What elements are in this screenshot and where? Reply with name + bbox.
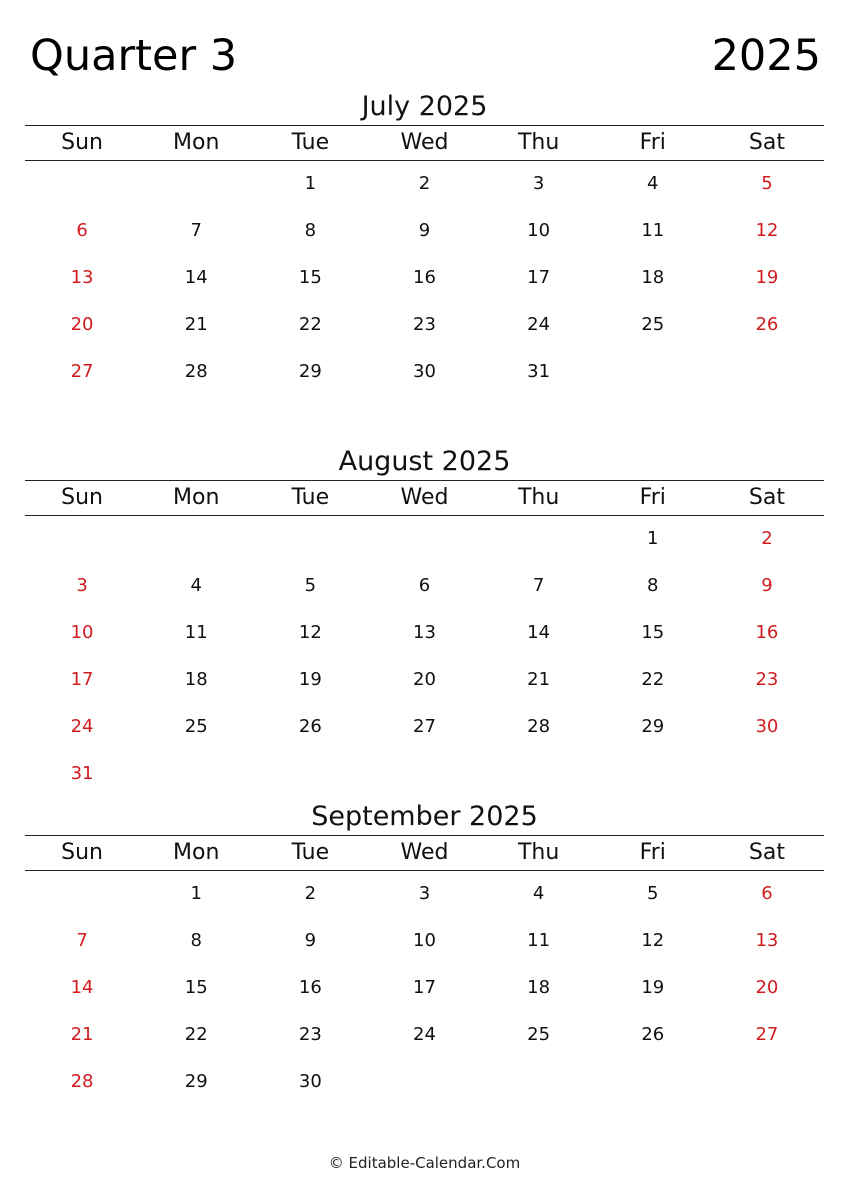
day-cell: 8 bbox=[304, 220, 317, 241]
day-cell: 13 bbox=[755, 930, 779, 951]
weekday-label: Thu bbox=[517, 840, 560, 865]
day-cell: 26 bbox=[641, 1024, 665, 1045]
day-cell: 19 bbox=[641, 977, 665, 998]
day-cell: 9 bbox=[761, 575, 773, 596]
day-cell: 3 bbox=[418, 883, 431, 904]
day-cell: 27 bbox=[413, 716, 436, 737]
day-cell: 24 bbox=[527, 314, 551, 335]
day-cell bbox=[367, 515, 481, 562]
day-cell: 27 bbox=[755, 1024, 779, 1045]
day-cell: 24 bbox=[413, 1024, 436, 1045]
day-cell: 11 bbox=[527, 930, 551, 951]
weekday-label: Sun bbox=[61, 130, 103, 155]
week-row bbox=[25, 515, 824, 562]
month-title: August 2025 bbox=[338, 446, 511, 477]
day-cell bbox=[710, 750, 824, 797]
day-cell: 29 bbox=[184, 1071, 208, 1092]
weekday-header-row bbox=[25, 125, 824, 161]
footer-credit: © Editable-Calendar.Com bbox=[328, 1154, 521, 1172]
year-title: 2025 bbox=[711, 31, 821, 81]
day-cell bbox=[25, 515, 139, 562]
weekday-label: Wed bbox=[400, 485, 449, 510]
day-cell: 17 bbox=[413, 977, 436, 998]
day-cell bbox=[25, 160, 139, 207]
day-cell bbox=[253, 515, 367, 562]
day-cell bbox=[710, 1058, 824, 1105]
day-cell: 19 bbox=[298, 669, 322, 690]
day-cell: 16 bbox=[413, 267, 436, 288]
day-cell: 29 bbox=[641, 716, 665, 737]
day-cell: 9 bbox=[304, 930, 317, 951]
week-row bbox=[25, 964, 824, 1011]
day-cell: 4 bbox=[647, 173, 659, 194]
day-cell bbox=[139, 515, 253, 562]
weekday-label: Sun bbox=[61, 485, 103, 510]
day-cell: 4 bbox=[190, 575, 202, 596]
day-cell: 18 bbox=[184, 669, 208, 690]
day-cell bbox=[367, 750, 481, 797]
day-cell: 4 bbox=[532, 883, 545, 904]
week-row bbox=[25, 1058, 824, 1105]
week-row bbox=[25, 750, 824, 797]
weekday-label: Mon bbox=[173, 485, 220, 510]
day-cell bbox=[253, 750, 367, 797]
day-cell: 23 bbox=[413, 314, 436, 335]
day-cell: 6 bbox=[761, 883, 773, 904]
day-cell: 2 bbox=[761, 528, 773, 549]
weekday-label: Thu bbox=[517, 485, 560, 510]
day-cell: 16 bbox=[755, 622, 779, 643]
week-row bbox=[25, 703, 824, 750]
weekday-label: Sun bbox=[61, 840, 103, 865]
day-cell: 30 bbox=[298, 1071, 322, 1092]
day-cell: 10 bbox=[527, 220, 551, 241]
day-cell: 15 bbox=[641, 622, 665, 643]
weekday-label: Mon bbox=[173, 130, 220, 155]
day-cell bbox=[596, 1058, 710, 1105]
weekday-label: Tue bbox=[291, 130, 330, 155]
day-cell: 2 bbox=[304, 883, 317, 904]
day-cell: 28 bbox=[527, 716, 551, 737]
weekday-label: Fri bbox=[639, 485, 666, 510]
day-cell: 26 bbox=[755, 314, 779, 335]
day-cell: 1 bbox=[304, 173, 317, 194]
week-row bbox=[25, 609, 824, 656]
weekday-label: Thu bbox=[517, 130, 560, 155]
day-cell bbox=[367, 1058, 481, 1105]
day-cell: 26 bbox=[298, 716, 322, 737]
day-cell: 31 bbox=[527, 361, 551, 382]
day-cell: 12 bbox=[298, 622, 322, 643]
day-cell: 9 bbox=[418, 220, 431, 241]
day-cell bbox=[596, 750, 710, 797]
day-cell: 27 bbox=[70, 361, 94, 382]
day-cell: 24 bbox=[70, 716, 94, 737]
weekday-label: Tue bbox=[291, 840, 330, 865]
day-cell: 16 bbox=[298, 977, 322, 998]
day-cell: 17 bbox=[70, 669, 94, 690]
day-cell: 8 bbox=[190, 930, 202, 951]
day-cell: 14 bbox=[70, 977, 94, 998]
day-cell: 22 bbox=[641, 669, 665, 690]
weekday-header-row bbox=[25, 835, 824, 871]
day-cell: 28 bbox=[184, 361, 208, 382]
day-cell: 20 bbox=[413, 669, 436, 690]
day-cell bbox=[139, 160, 253, 207]
days-grid bbox=[25, 870, 824, 1105]
quarter-title: Quarter 3 bbox=[30, 31, 238, 81]
weekday-label: Tue bbox=[291, 485, 330, 510]
day-cell: 14 bbox=[527, 622, 551, 643]
weekday-label: Sat bbox=[748, 840, 785, 865]
weekday-label: Fri bbox=[639, 130, 666, 155]
weekday-label: Sat bbox=[748, 130, 785, 155]
weekday-label: Mon bbox=[173, 840, 220, 865]
week-row bbox=[25, 254, 824, 301]
day-cell: 14 bbox=[184, 267, 208, 288]
day-cell: 5 bbox=[304, 575, 317, 596]
week-row bbox=[25, 870, 824, 917]
day-cell bbox=[482, 1058, 596, 1105]
day-cell: 20 bbox=[755, 977, 779, 998]
day-cell: 13 bbox=[70, 267, 94, 288]
day-cell: 22 bbox=[298, 314, 322, 335]
weekday-label: Wed bbox=[400, 130, 449, 155]
week-row bbox=[25, 656, 824, 703]
day-cell: 3 bbox=[532, 173, 545, 194]
day-cell: 18 bbox=[527, 977, 551, 998]
week-row bbox=[25, 207, 824, 254]
day-cell bbox=[596, 348, 710, 395]
day-cell: 31 bbox=[70, 763, 94, 784]
day-cell: 5 bbox=[761, 173, 773, 194]
days-grid bbox=[25, 160, 824, 395]
day-cell bbox=[710, 348, 824, 395]
weekday-header-row bbox=[25, 480, 824, 516]
day-cell: 11 bbox=[641, 220, 665, 241]
day-cell: 2 bbox=[418, 173, 431, 194]
day-cell: 7 bbox=[76, 930, 88, 951]
day-cell bbox=[25, 870, 139, 917]
month-title: September 2025 bbox=[311, 801, 538, 832]
day-cell: 15 bbox=[298, 267, 322, 288]
day-cell: 29 bbox=[298, 361, 322, 382]
day-cell: 25 bbox=[184, 716, 208, 737]
week-row bbox=[25, 1011, 824, 1058]
day-cell: 23 bbox=[298, 1024, 322, 1045]
page-header bbox=[30, 28, 821, 84]
day-cell: 30 bbox=[413, 361, 436, 382]
day-cell: 20 bbox=[70, 314, 94, 335]
day-cell: 12 bbox=[641, 930, 665, 951]
month-title: July 2025 bbox=[361, 91, 488, 122]
day-cell: 12 bbox=[755, 220, 779, 241]
day-cell: 23 bbox=[755, 669, 779, 690]
day-cell: 21 bbox=[70, 1024, 94, 1045]
week-row bbox=[25, 348, 824, 395]
day-cell: 19 bbox=[755, 267, 779, 288]
day-cell: 10 bbox=[413, 930, 436, 951]
week-row bbox=[25, 917, 824, 964]
day-cell: 11 bbox=[184, 622, 208, 643]
day-cell: 6 bbox=[76, 220, 88, 241]
day-cell: 21 bbox=[184, 314, 208, 335]
day-cell: 25 bbox=[527, 1024, 551, 1045]
day-cell: 1 bbox=[190, 883, 202, 904]
week-row bbox=[25, 301, 824, 348]
day-cell: 21 bbox=[527, 669, 551, 690]
day-cell: 6 bbox=[418, 575, 431, 596]
day-cell: 1 bbox=[647, 528, 659, 549]
days-grid bbox=[25, 515, 824, 797]
day-cell bbox=[139, 750, 253, 797]
day-cell: 10 bbox=[70, 622, 94, 643]
day-cell bbox=[482, 750, 596, 797]
week-row bbox=[25, 160, 824, 207]
week-row bbox=[25, 562, 824, 609]
day-cell: 5 bbox=[647, 883, 659, 904]
day-cell: 7 bbox=[190, 220, 202, 241]
weekday-label: Fri bbox=[639, 840, 666, 865]
day-cell: 18 bbox=[641, 267, 665, 288]
day-cell: 25 bbox=[641, 314, 665, 335]
day-cell: 17 bbox=[527, 267, 551, 288]
day-cell: 13 bbox=[413, 622, 436, 643]
weekday-label: Wed bbox=[400, 840, 449, 865]
day-cell: 7 bbox=[532, 575, 545, 596]
day-cell: 22 bbox=[184, 1024, 208, 1045]
day-cell: 3 bbox=[76, 575, 88, 596]
day-cell bbox=[482, 515, 596, 562]
day-cell: 30 bbox=[755, 716, 779, 737]
weekday-label: Sat bbox=[748, 485, 785, 510]
day-cell: 15 bbox=[184, 977, 208, 998]
day-cell: 28 bbox=[70, 1071, 94, 1092]
day-cell: 8 bbox=[647, 575, 659, 596]
